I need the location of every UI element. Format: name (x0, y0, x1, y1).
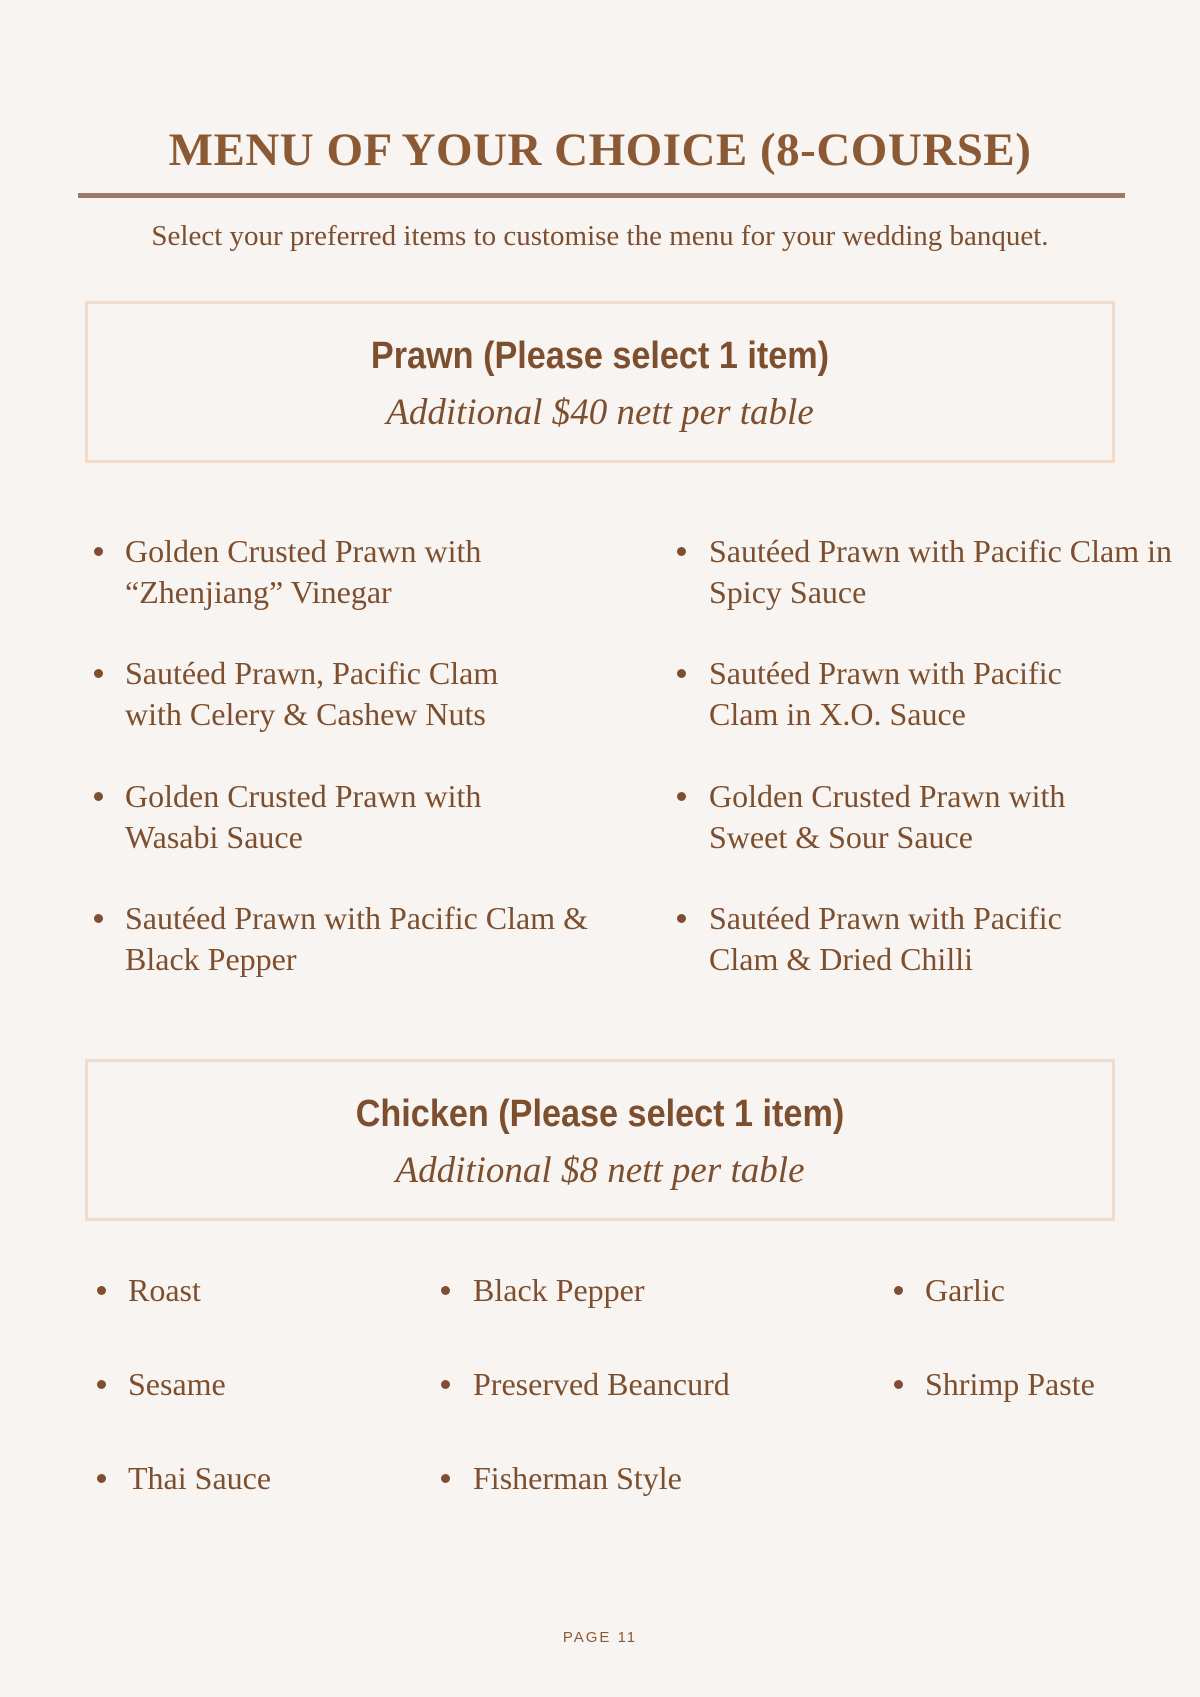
chicken-option[interactable]: Fisherman Style (473, 1460, 682, 1496)
prawn-price-note: Additional $40 nett per table (386, 392, 814, 433)
chicken-option[interactable]: Thai Sauce (128, 1460, 272, 1496)
bullet-icon (97, 1380, 106, 1389)
chicken-section-title: Chicken (Please select 1 item) (355, 1093, 845, 1135)
chicken-price-note: Additional $8 nett per table (395, 1150, 805, 1191)
chicken-option[interactable]: Garlic (925, 1272, 1005, 1308)
bullet-icon (894, 1286, 903, 1295)
prawn-option[interactable]: Sautéed Prawn with Pacific Clam in X.O. Sauce (709, 655, 1062, 732)
page-number: PAGE 11 (562, 1629, 638, 1646)
prawn-option[interactable]: Golden Crusted Prawn with Wasabi Sauce (125, 778, 482, 855)
bullet-icon (94, 792, 103, 801)
bullet-icon (677, 669, 686, 678)
bullet-icon (894, 1380, 903, 1389)
chicken-option[interactable]: Roast (128, 1272, 201, 1308)
prawn-option[interactable]: Sautéed Prawn, Pacific Clam with Celery & Cashew Nuts (125, 655, 499, 732)
bullet-icon (94, 669, 103, 678)
bullet-icon (97, 1474, 106, 1483)
chicken-option[interactable]: Shrimp Paste (925, 1366, 1095, 1402)
chicken-option[interactable]: Preserved Beancurd (473, 1366, 730, 1402)
bullet-icon (441, 1286, 450, 1295)
prawn-option[interactable]: Golden Crusted Prawn with “Zhenjiang” Vinegar (125, 533, 482, 610)
bullet-icon (441, 1380, 450, 1389)
chicken-option[interactable]: Black Pepper (473, 1272, 645, 1308)
prawn-option[interactable]: Sautéed Prawn with Pacific Clam in Spicy Sauce (709, 533, 1173, 610)
bullet-icon (677, 792, 686, 801)
bullet-icon (97, 1286, 106, 1295)
bullet-icon (94, 914, 103, 923)
chicken-section-header (85, 1059, 1115, 1221)
prawn-option[interactable]: Sautéed Prawn with Pacific Clam & Black Pepper (125, 900, 589, 977)
page-subtitle: Select your preferred items to customise the menu for your wedding banquet. (151, 220, 1049, 252)
prawn-option[interactable]: Golden Crusted Prawn with Sweet & Sour Sauce (709, 778, 1066, 855)
prawn-section-title: Prawn (Please select 1 item) (370, 335, 830, 377)
bullet-icon (441, 1474, 450, 1483)
prawn-section-header (85, 301, 1115, 463)
bullet-icon (94, 547, 103, 556)
chicken-option[interactable]: Sesame (128, 1366, 226, 1402)
title-divider (78, 193, 1125, 198)
page-title: MENU OF YOUR CHOICE (8-COURSE) (168, 124, 1032, 176)
bullet-icon (677, 547, 686, 556)
prawn-option[interactable]: Sautéed Prawn with Pacific Clam & Dried Chilli (709, 900, 1062, 977)
bullet-icon (677, 914, 686, 923)
